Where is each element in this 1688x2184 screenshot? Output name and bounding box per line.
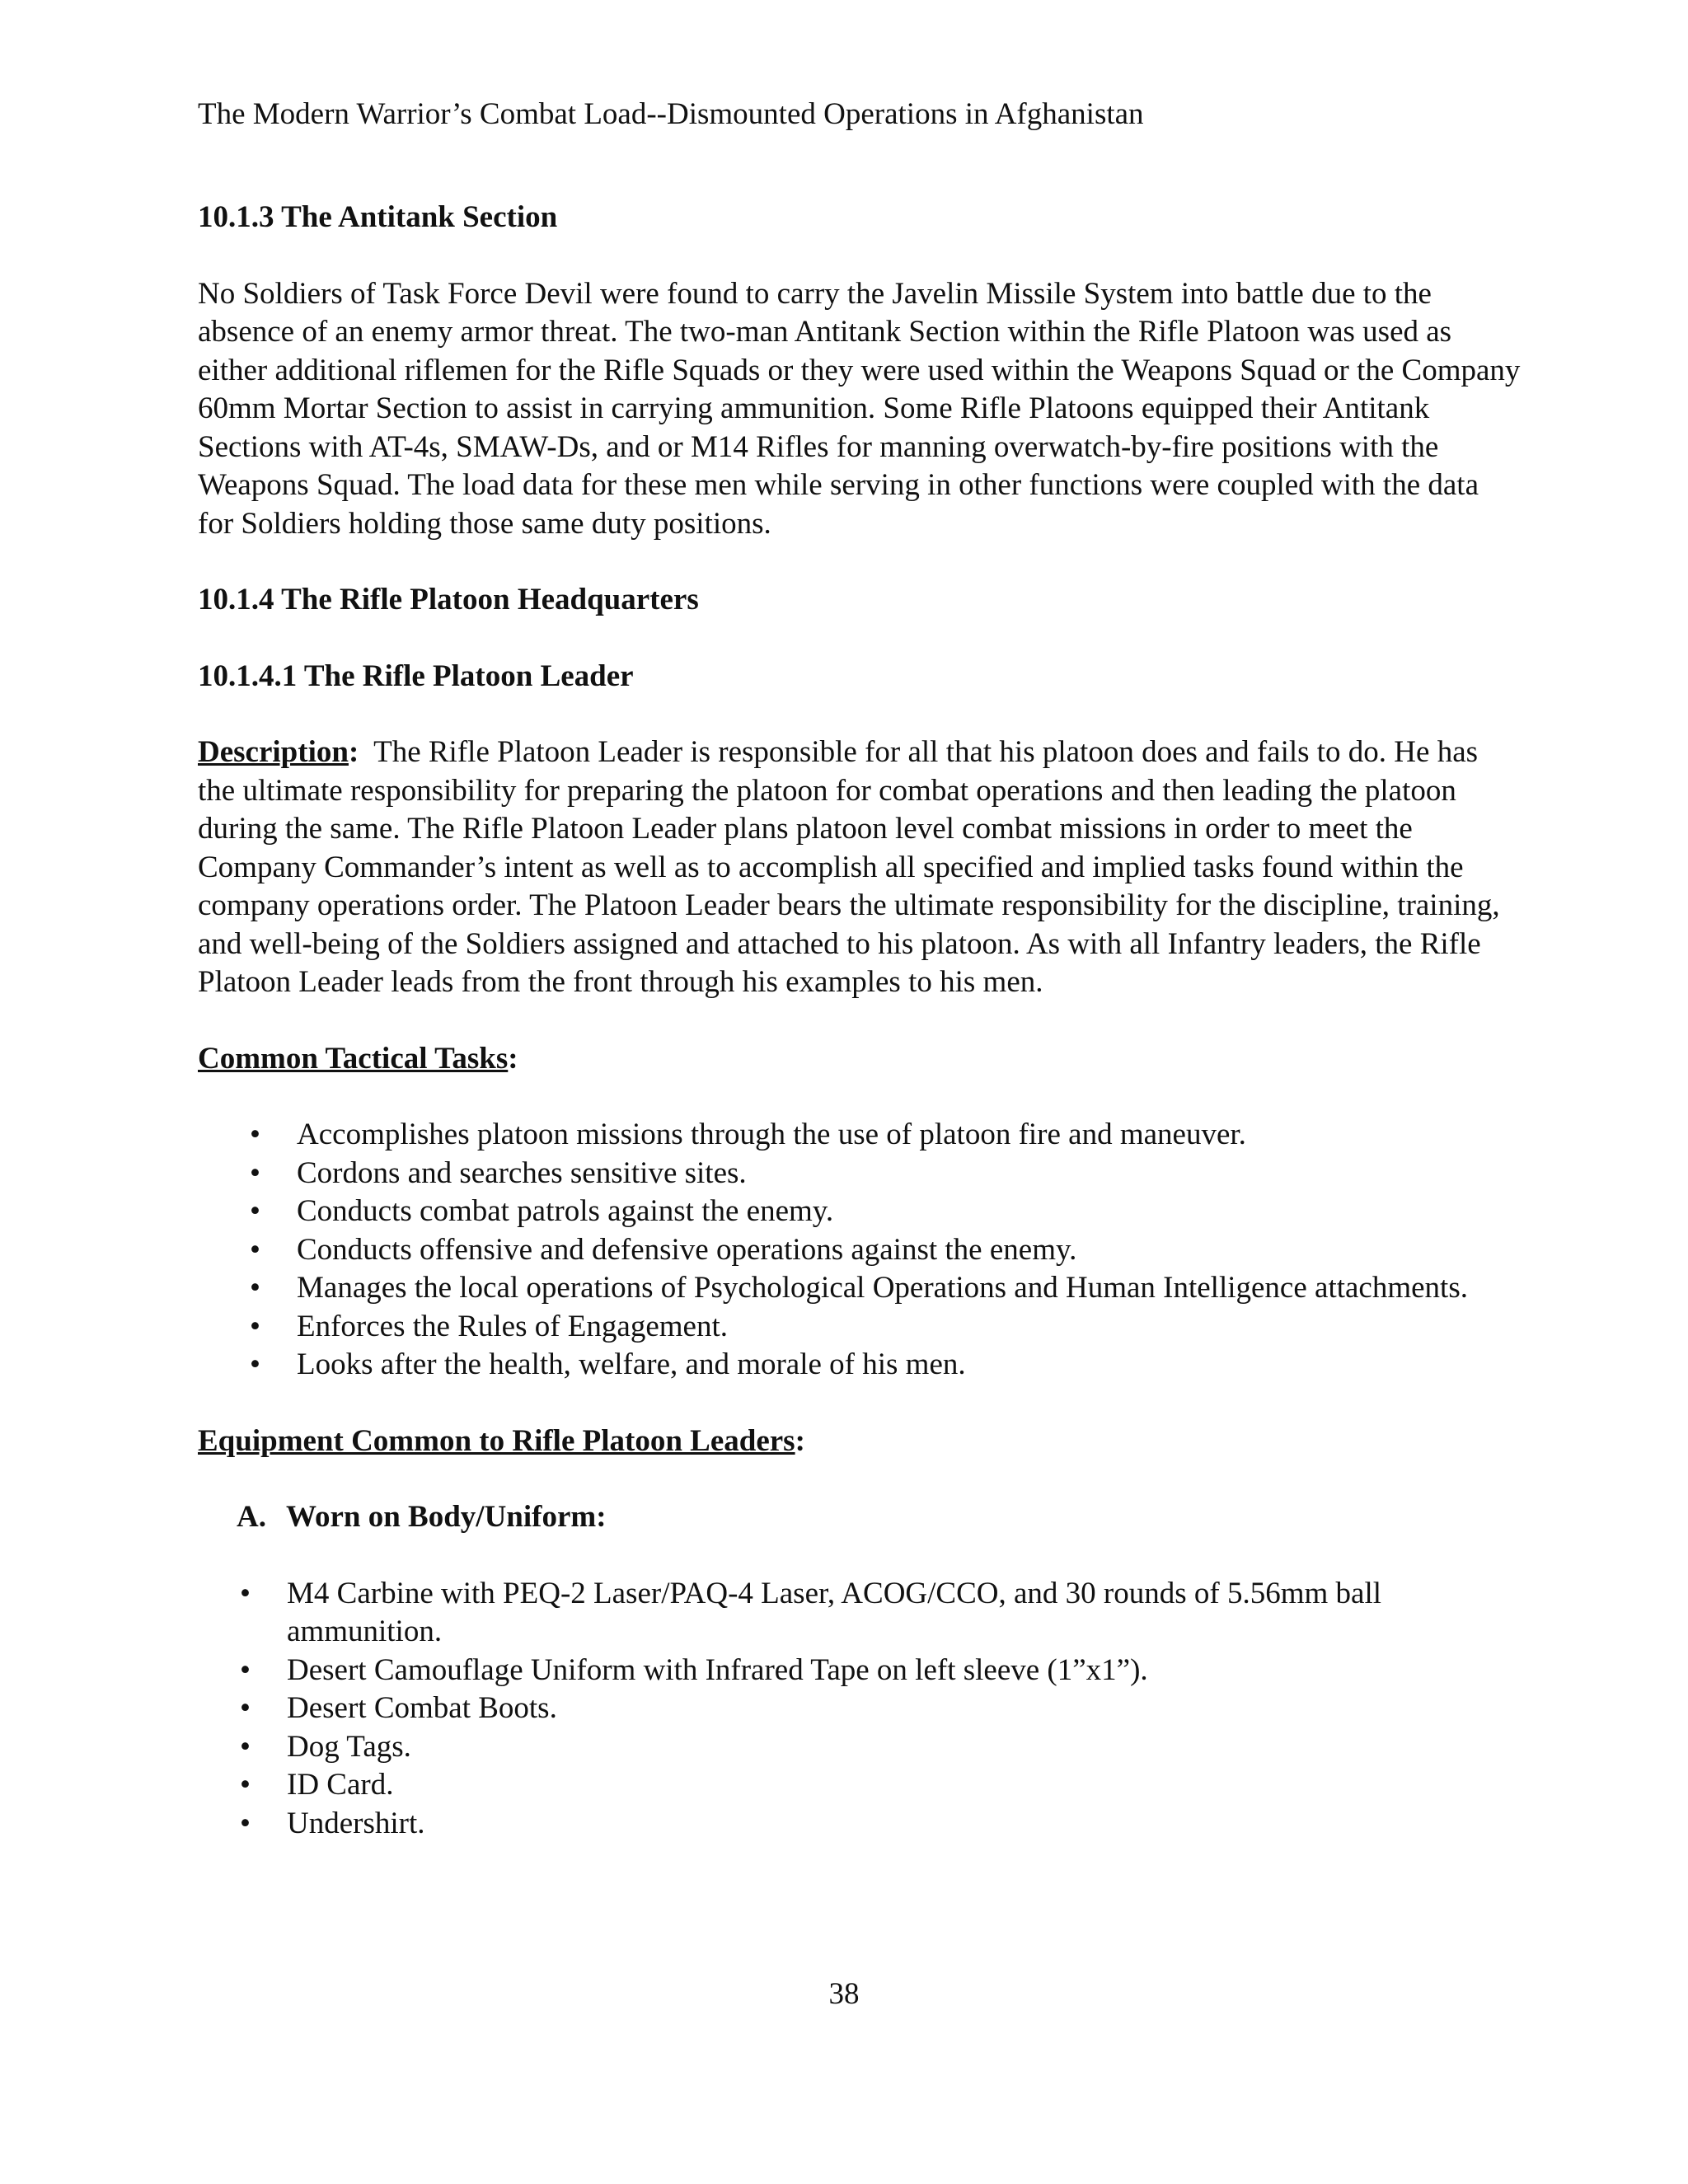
worn-letter: A.	[237, 1500, 266, 1534]
list-item	[198, 1805, 1521, 1844]
list-item	[198, 1690, 1521, 1728]
task-text: Looks after the health, welfare, and morale of his men.	[297, 1347, 966, 1381]
description-paragraph	[198, 733, 1521, 1002]
task-text: Accomplishes platoon missions through the use of platoon fire and maneuver.	[297, 1118, 1246, 1151]
equipment-text: Desert Combat Boots.	[287, 1691, 557, 1725]
bullet-icon: •	[250, 1309, 260, 1343]
bullet-icon: •	[240, 1691, 251, 1725]
equipment-text: Dog Tags.	[287, 1729, 411, 1764]
section-heading-platoon-leader: 10.1.4.1 The Rifle Platoon Leader	[198, 658, 634, 693]
page-number: 38	[828, 1977, 860, 2011]
list-item	[198, 1155, 1521, 1193]
bullet-icon: •	[240, 1576, 251, 1610]
equipment-text: Undershirt.	[287, 1806, 425, 1840]
task-text: Enforces the Rules of Engagement.	[297, 1309, 728, 1343]
bullet-icon: •	[250, 1347, 260, 1381]
bullet-icon: •	[250, 1271, 260, 1305]
description-text: The Rifle Platoon Leader is responsible for all that his platoon does and fails to do. He has the ultimate responsibility for preparing the platoon for combat operations and then leading the platoon during the same. The Rifle Platoon Leader plans platoon level combat missions in order to meet the Company Commander’s intent as well as to accomplish all specified and implied tasks found within the company operations order. The Platoon Leader bears the ultimate responsibility for the discipline, training, and well-being of the Soldiers assigned and attached to his platoon. As with all Infantry leaders, the Rifle Platoon Leader leads from the front through his examples to his men.	[198, 735, 1500, 999]
task-text: Cordons and searches sensitive sites.	[297, 1155, 747, 1190]
equipment-text: M4 Carbine with PEQ-2 Laser/PAQ-4 Laser, ACOG/CCO, and 30 rounds of 5.56mm ball ammunition.	[287, 1576, 1382, 1648]
task-text: Conducts offensive and defensive operations against the enemy.	[297, 1232, 1077, 1267]
equipment-heading	[198, 1422, 1521, 1461]
bullet-icon: •	[250, 1232, 260, 1267]
worn-title: Worn on Body/Uniform:	[286, 1500, 607, 1534]
tasks-list	[198, 1116, 1521, 1385]
section-heading-antitank: 10.1.3 The Antitank Section	[198, 200, 558, 234]
tasks-colon: :	[508, 1041, 518, 1076]
list-item	[198, 1575, 1521, 1652]
list-item	[198, 1346, 1521, 1385]
list-item	[198, 1193, 1521, 1231]
tasks-label: Common Tactical Tasks	[198, 1041, 509, 1076]
task-text: Conducts combat patrols against the enemy.	[297, 1194, 834, 1228]
antitank-paragraph: No Soldiers of Task Force Devil were found to carry the Javelin Missile System into battle due to the absence of an enemy armor threat. The two-man Antitank Section within the Rifle Platoon was used as either additional riflemen for the Rifle Squads or they were used within the Weapons Squad or the Company 60mm Mortar Section to assist in carrying ammunition. Some Rifle Platoons equipped their Antitank Sections with AT-4s, SMAW-Ds, and or M14 Rifles for manning overwatch-by-fire positions with the Weapons Squad. The load data for these men while serving in other functions were coupled with the data for Soldiers holding those same duty positions.	[198, 276, 1521, 541]
bullet-icon: •	[250, 1155, 260, 1190]
equipment-list	[198, 1575, 1521, 1844]
bullet-icon: •	[240, 1806, 251, 1840]
equipment-text: Desert Camouflage Uniform with Infrared Tape on left sleeve (1”x1”).	[287, 1652, 1148, 1687]
list-item	[198, 1728, 1521, 1767]
bullet-icon: •	[240, 1652, 251, 1687]
list-item	[198, 1116, 1521, 1155]
bullet-icon: •	[250, 1118, 260, 1151]
running-header: The Modern Warrior’s Combat Load--Dismounted Operations in Afghanistan	[198, 97, 1144, 131]
page-content	[198, 199, 1521, 1843]
bullet-icon: •	[250, 1194, 260, 1228]
list-item	[198, 1652, 1521, 1690]
worn-subheading	[198, 1498, 1521, 1537]
list-item	[198, 1308, 1521, 1347]
bullet-icon: •	[240, 1729, 251, 1764]
list-item	[198, 1231, 1521, 1270]
equipment-colon: :	[795, 1423, 805, 1458]
description-label: Description	[198, 735, 349, 769]
list-item	[198, 1766, 1521, 1805]
tasks-heading	[198, 1040, 1521, 1079]
bullet-icon: •	[240, 1768, 251, 1802]
task-text: Manages the local operations of Psychological Operations and Human Intelligence attachments.	[297, 1271, 1468, 1305]
equipment-text: ID Card.	[287, 1768, 394, 1802]
description-colon: :	[348, 735, 359, 769]
section-heading-platoon-hq: 10.1.4 The Rifle Platoon Headquarters	[198, 583, 699, 616]
list-item	[198, 1269, 1521, 1308]
equipment-label: Equipment Common to Rifle Platoon Leaders	[198, 1423, 795, 1458]
